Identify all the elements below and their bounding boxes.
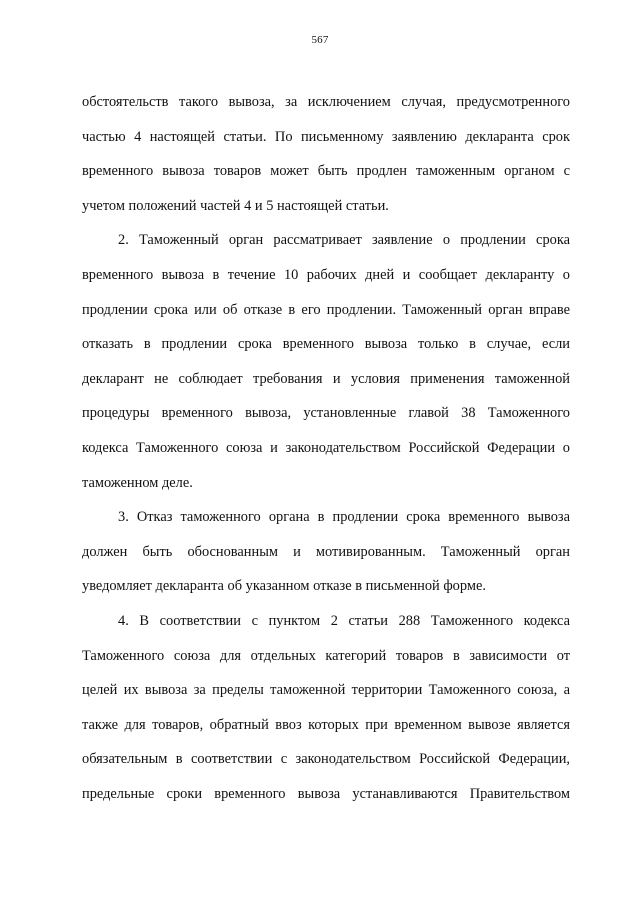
text-line: 3. Отказ таможенного органа в продлении срока временного вывоза xyxy=(118,509,570,526)
document-body xyxy=(82,85,570,811)
paragraph-3 xyxy=(82,500,570,604)
text-line: отказать в продлении срока временного вывоза только в случае, если xyxy=(82,336,570,353)
text-line: уведомляет декларанта об указанном отказе в письменной форме. xyxy=(82,578,486,595)
text-line: временного вывоза в течение 10 рабочих дней и сообщает декларанту о xyxy=(82,266,570,283)
text-line: кодекса Таможенного союза и законодательством Российской Федерации о xyxy=(82,439,570,456)
text-line: учетом положений частей 4 и 5 настоящей статьи. xyxy=(82,197,389,214)
paragraph-2 xyxy=(82,223,570,500)
page-number: 567 xyxy=(311,34,329,46)
text-line: временного вывоза товаров может быть продлен таможенным органом с xyxy=(82,163,570,180)
text-line: Таможенного союза для отдельных категорий товаров в зависимости от xyxy=(82,647,570,664)
text-line: целей их вывоза за пределы таможенной территории Таможенного союза, а xyxy=(82,682,570,699)
text-line: процедуры временного вывоза, установленные главой 38 Таможенного xyxy=(82,405,570,422)
text-line: обязательным в соответствии с законодательством Российской Федерации, xyxy=(82,751,570,768)
text-line: обстоятельств такого вывоза, за исключением случая, предусмотренного xyxy=(82,94,570,110)
text-line: частью 4 настоящей статьи. По письменному заявлению декларанта срок xyxy=(82,128,570,145)
text-line: также для товаров, обратный ввоз которых при временном вывозе является xyxy=(82,716,570,733)
text-line: 4. В соответствии с пунктом 2 статьи 288 Таможенного кодекса xyxy=(118,612,570,629)
text-line: предельные сроки временного вывоза устанавливаются Правительством xyxy=(82,785,570,802)
text-line: декларант не соблюдает требования и условия применения таможенной xyxy=(82,370,570,387)
paragraph-4 xyxy=(82,604,570,812)
text-line: таможенном деле. xyxy=(82,474,193,491)
text-line: продлении срока или об отказе в его продлении. Таможенный орган вправе xyxy=(82,301,570,318)
paragraph-1-continued xyxy=(82,85,570,223)
text-line: 2. Таможенный орган рассматривает заявление о продлении срока xyxy=(118,232,570,249)
text-line: должен быть обоснованным и мотивированным. Таможенный орган xyxy=(82,543,570,560)
